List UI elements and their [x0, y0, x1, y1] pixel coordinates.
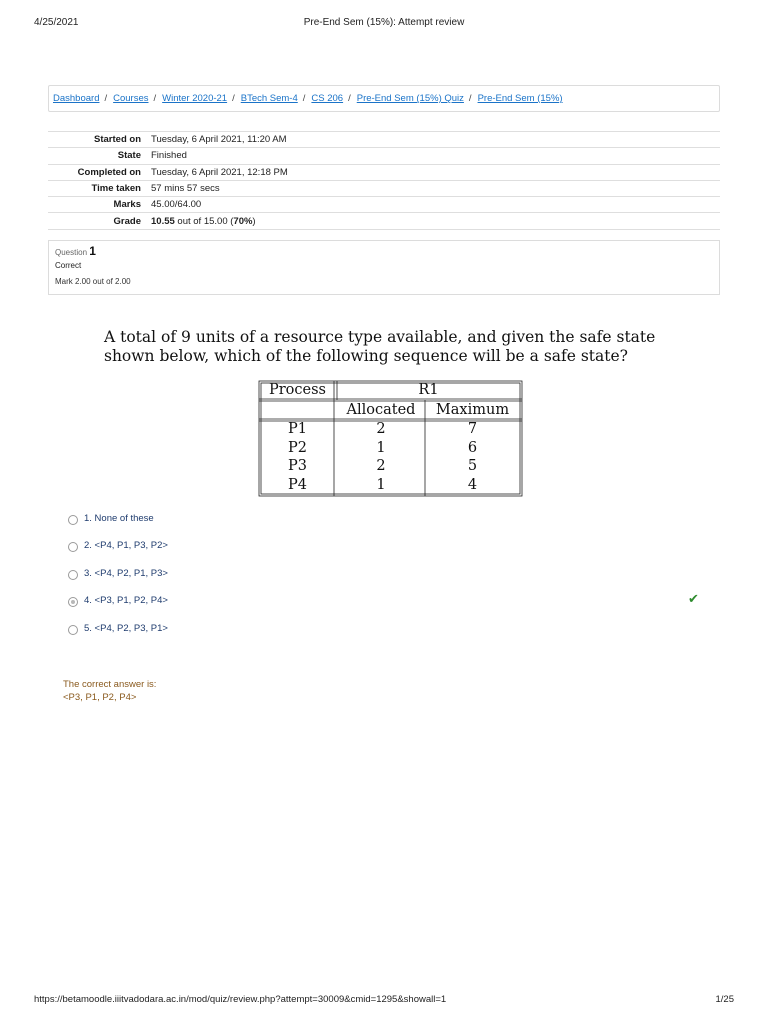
- question-info-box: [48, 240, 720, 295]
- print-header: [34, 17, 734, 31]
- question-prefix: Question: [55, 248, 90, 257]
- summary-label: Time taken: [48, 180, 144, 196]
- answer-options: [68, 511, 708, 648]
- breadcrumb-quiz[interactable]: Pre-End Sem (15%): [477, 93, 563, 104]
- print-page-number: 1/25: [715, 994, 734, 1005]
- question-number-value: 1: [89, 244, 96, 258]
- answer-option-label: 4. <P3, P1, P2, P4>: [84, 595, 168, 607]
- correct-answer-feedback: [63, 678, 156, 704]
- cell-allocated: 2: [376, 421, 386, 437]
- breadcrumb-courses[interactable]: Courses: [113, 93, 149, 104]
- correct-answer-label: The correct answer is:: [63, 679, 157, 690]
- cell-allocated: 1: [376, 440, 386, 456]
- print-title: Pre-End Sem (15%): Attempt review: [303, 17, 465, 28]
- breadcrumb-quiz-section[interactable]: Pre-End Sem (15%) Quiz: [356, 93, 464, 104]
- answer-option-3[interactable]: [68, 566, 708, 593]
- breadcrumb-course[interactable]: CS 206: [311, 93, 344, 104]
- cell-allocated: 2: [376, 458, 386, 474]
- summary-label: Started on: [48, 132, 144, 148]
- breadcrumb-category[interactable]: BTech Sem-4: [240, 93, 298, 104]
- correct-answer-value: <P3, P1, P2, P4>: [63, 692, 137, 703]
- radio-icon[interactable]: [68, 515, 78, 525]
- grade-out-of: out of 15.00 (: [174, 215, 234, 227]
- print-url: https://betamoodle.iiitvadodara.ac.in/mod/quiz/review.php?attempt=30009&cmid=1295&showall=1: [34, 994, 447, 1005]
- radio-icon[interactable]: [68, 625, 78, 635]
- resource-table: [258, 380, 523, 497]
- breadcrumb-separator: /: [302, 93, 306, 104]
- question-mark: Mark 2.00 out of 2.00: [55, 277, 131, 286]
- cell-process: P4: [288, 477, 307, 493]
- summary-value: Tuesday, 6 April 2021, 11:20 AM: [144, 132, 720, 148]
- breadcrumb-term[interactable]: Winter 2020-21: [162, 93, 228, 104]
- grade-value: [144, 213, 720, 229]
- summary-row-completed: [48, 164, 720, 180]
- summary-row-grade: [48, 213, 720, 229]
- radio-icon[interactable]: [68, 570, 78, 580]
- answer-option-label: 3. <P4, P2, P1, P3>: [84, 567, 168, 579]
- answer-option-label: 5. <P4, P2, P3, P1>: [84, 622, 168, 634]
- cell-allocated: 1: [376, 477, 386, 493]
- question-state: Correct: [55, 261, 82, 270]
- header-process: Process: [268, 382, 326, 398]
- header-maximum: Maximum: [435, 402, 510, 418]
- summary-row-marks: [48, 197, 720, 213]
- question-number: [55, 244, 719, 258]
- summary-label: State: [48, 148, 144, 164]
- cell-maximum: 7: [467, 421, 478, 437]
- header-resource: R1: [418, 382, 439, 398]
- print-date: 4/25/2021: [34, 17, 79, 28]
- summary-label: Marks: [48, 197, 144, 213]
- answer-option-5[interactable]: [68, 621, 708, 648]
- summary-row-started: [48, 132, 720, 148]
- summary-row-state: [48, 148, 720, 164]
- summary-value: Tuesday, 6 April 2021, 12:18 PM: [144, 164, 720, 180]
- cell-maximum: 5: [467, 458, 478, 474]
- radio-icon[interactable]: [68, 542, 78, 552]
- answer-option-1[interactable]: [68, 511, 708, 538]
- grade-score: 10.55: [151, 215, 175, 227]
- breadcrumb-dashboard[interactable]: Dashboard: [53, 93, 100, 104]
- question-text: A total of 9 units of a resource type available, and given the safe state shown below, which of the following sequence will be a safe state?: [104, 328, 656, 365]
- cell-maximum: 4: [467, 477, 478, 493]
- answer-option-4[interactable]: [68, 593, 708, 620]
- breadcrumb-separator: /: [104, 93, 108, 104]
- breadcrumb-separator: /: [232, 93, 235, 104]
- radio-icon[interactable]: [68, 597, 78, 607]
- answer-option-2[interactable]: [68, 538, 708, 565]
- breadcrumb-separator: /: [153, 93, 157, 104]
- answer-option-label: 1. None of these: [84, 513, 154, 524]
- summary-row-time-taken: [48, 180, 720, 196]
- attempt-summary-table: [48, 131, 720, 230]
- summary-label: Completed on: [48, 164, 144, 180]
- print-footer: [34, 994, 734, 1008]
- summary-value: Finished: [144, 148, 720, 164]
- cell-process: P1: [288, 421, 307, 437]
- cell-process: P3: [288, 458, 307, 474]
- check-icon: ✔: [688, 591, 699, 607]
- breadcrumb-separator: /: [468, 93, 472, 104]
- grade-close: ): [252, 215, 256, 227]
- header-allocated: Allocated: [346, 402, 416, 418]
- breadcrumb-separator: /: [348, 93, 351, 104]
- summary-label: Grade: [48, 213, 144, 229]
- grade-percent: 70%: [233, 215, 253, 227]
- cell-maximum: 6: [467, 440, 478, 456]
- summary-value: 45.00/64.00: [144, 197, 720, 213]
- cell-process: P2: [288, 440, 307, 456]
- answer-option-label: 2. <P4, P1, P3, P2>: [84, 540, 168, 552]
- breadcrumb: [48, 85, 720, 112]
- summary-value: 57 mins 57 secs: [144, 180, 720, 196]
